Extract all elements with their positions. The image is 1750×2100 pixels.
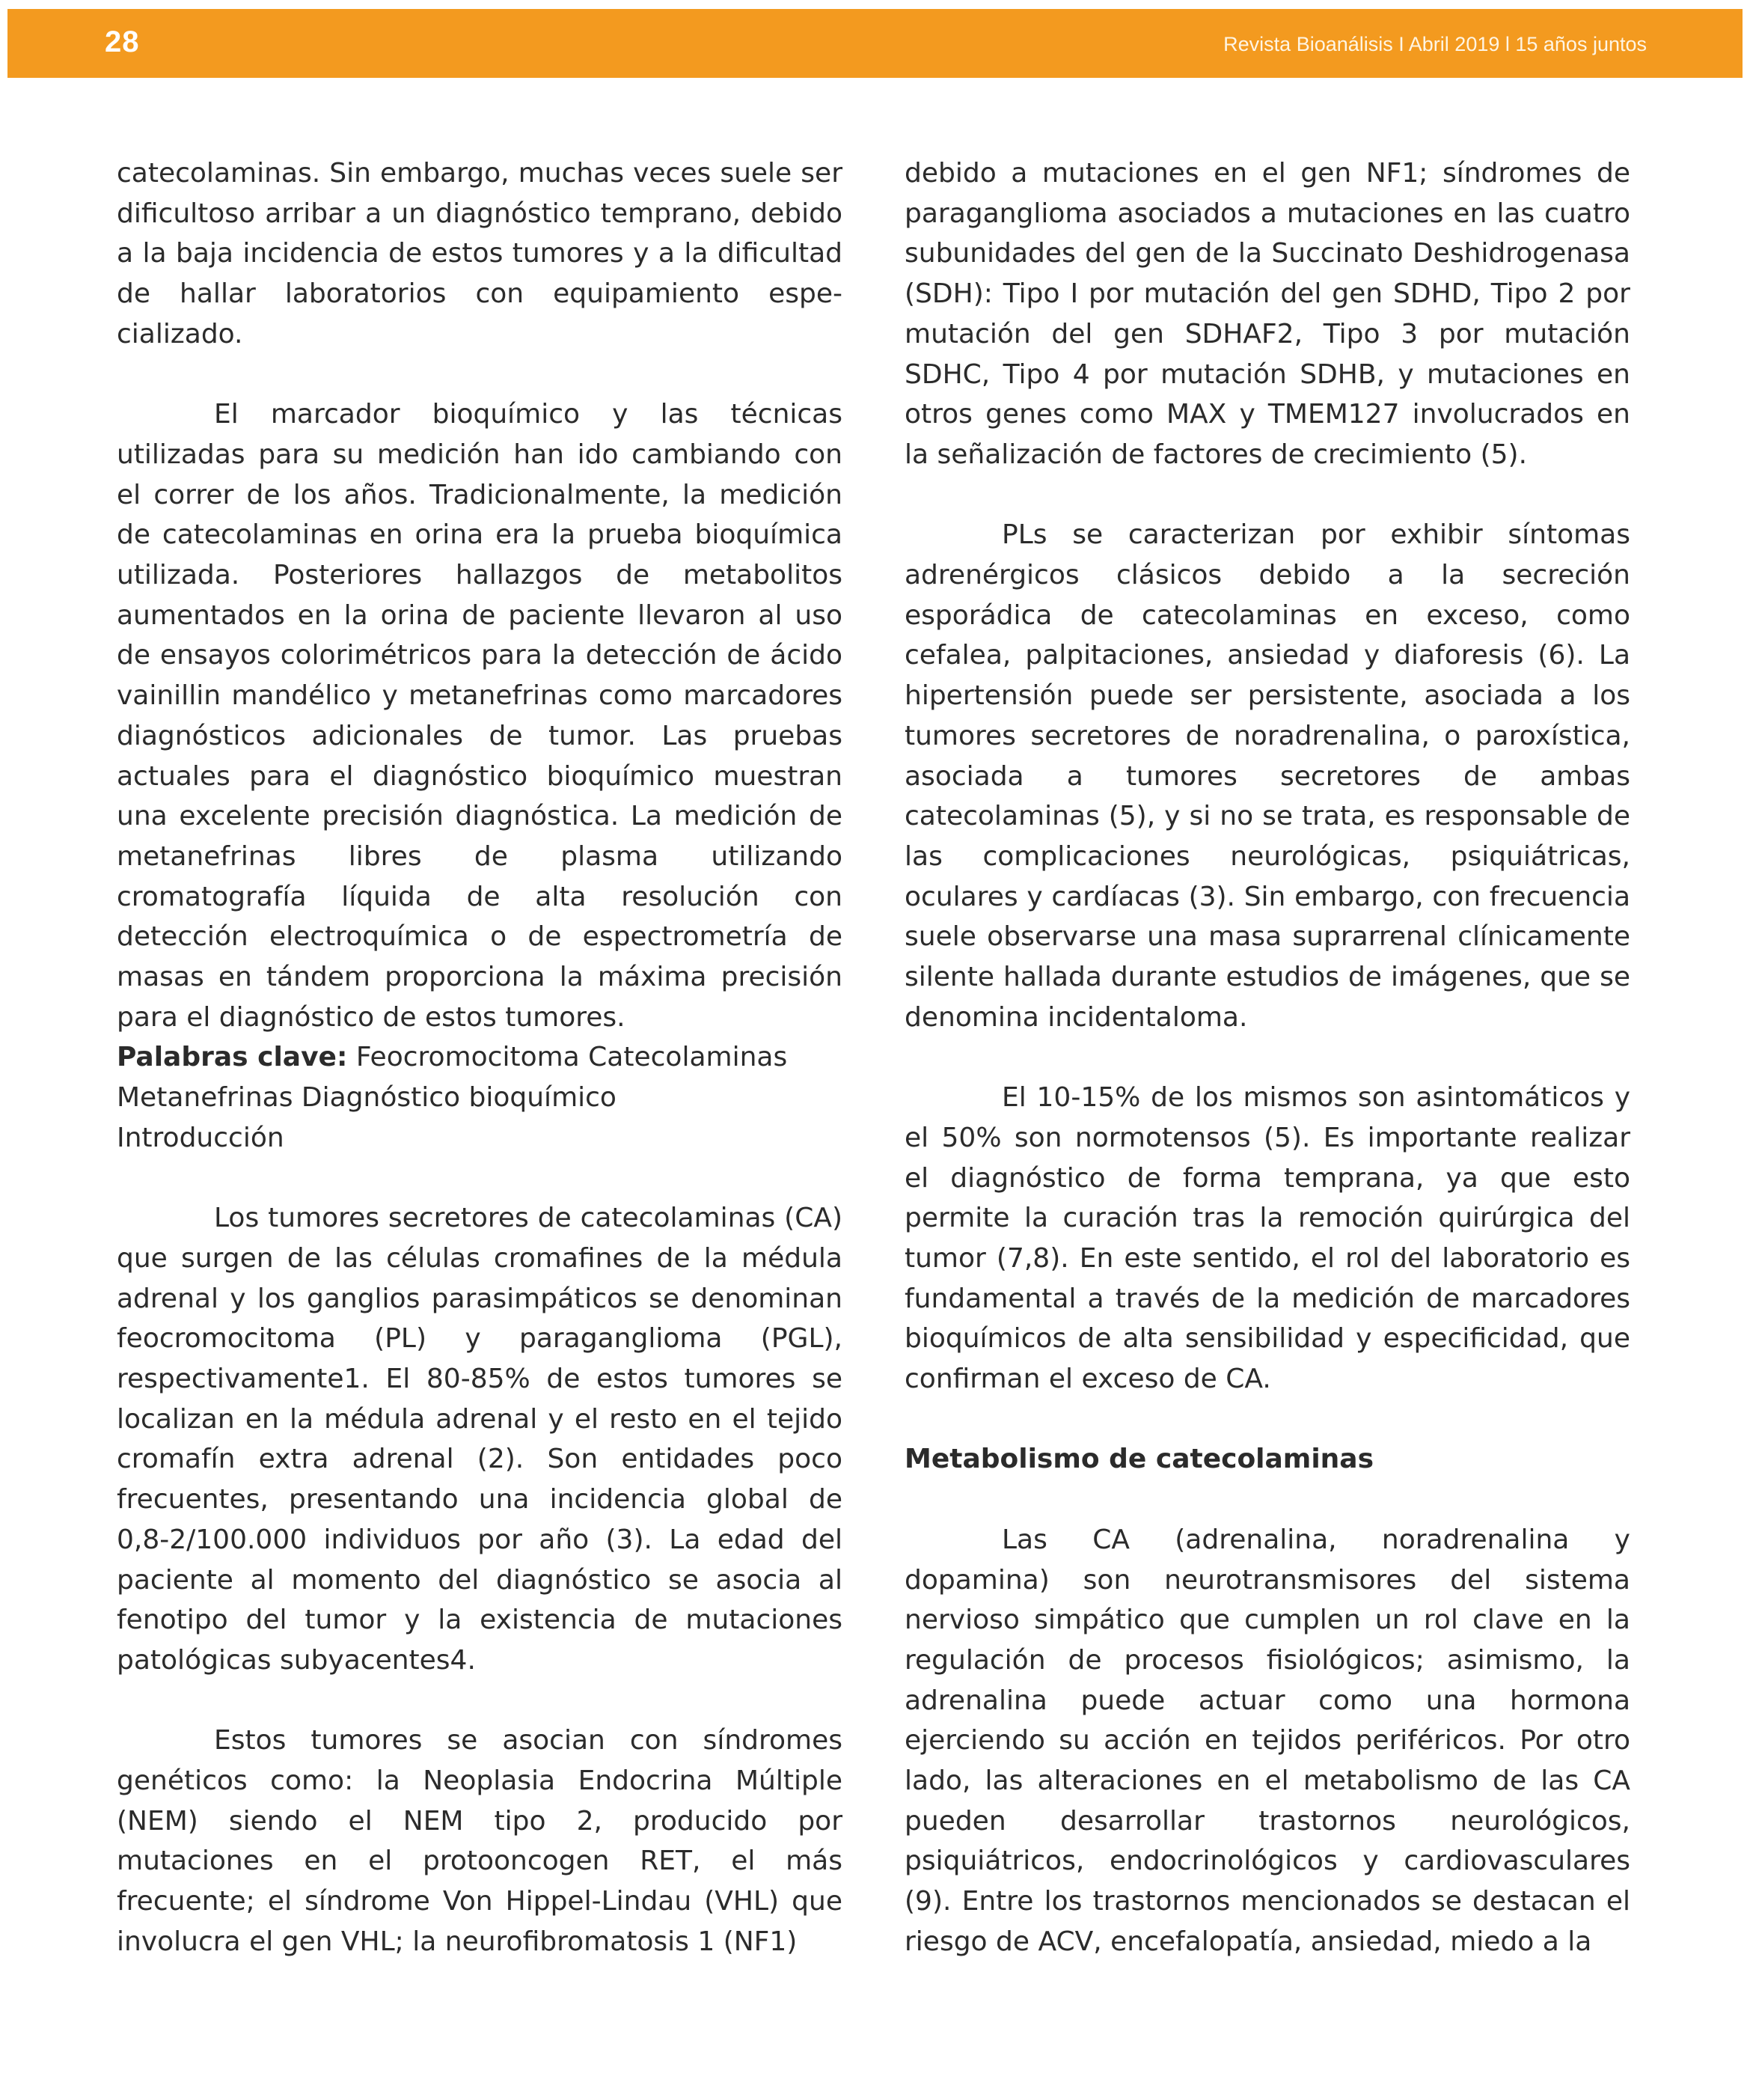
paragraph: El 10-15% de los mismos son asintomáticos y el 50% son normotensos (5). Es importante realizar el diagnóstico de forma temprana, ya que esto permite la curación tras la remoción quirúrgica del tumor (7,8). En este sentido, el rol del laboratorio es fundamental a través de la medición de marcadores bioquímicos de alta sensibilidad y especificidad, que confirman el exceso de CA. bbox=[905, 1082, 1630, 1395]
keywords-label: Palabras clave: bbox=[117, 1042, 348, 1073]
keywords bbox=[117, 1037, 842, 1117]
paragraph: PLs se caracterizan por exhibir síntomas adrenérgicos clásicos debido a la secreción esporádica de catecolaminas en exceso, como cefalea, palpitaciones, ansiedad y diaforesis (6). La hipertensión puede ser persistente, asociada a los tumores secretores de noradrenalina, o paroxística, asociada a tumores secretores de ambas catecolaminas (5), y si no se trata, es responsable de las complicaciones neurológicas, psiquiátricas, oculares y cardíacas (3). Sin embargo, con frecuencia suele observarse una masa suprarrenal clínicamente silente hallada durante estudios de imágenes, que se denomina incidentaloma. bbox=[905, 519, 1630, 1033]
section-heading-introduction: Introducción bbox=[117, 1122, 284, 1153]
paragraph: debido a mutaciones en el gen NF1; síndromes de paraganglioma asociados a mutaciones en las cuatro subunidades del gen de la Succinato Deshidrogenasa (SDH): Tipo I por mutación del gen SDHD, Tipo 2 por mutación del gen SDHAF2, Tipo 3 por mutación SDHC, Tipo 4 por mutación SDHB, y mutaciones en otros genes como MAX y TMEM127 involucrados en la señalización de factores de crecimiento (5). bbox=[905, 158, 1630, 470]
page-header bbox=[7, 9, 1743, 78]
left-column bbox=[117, 153, 842, 1962]
section-heading-metabolismo: Metabolismo de catecolaminas bbox=[905, 1444, 1374, 1475]
right-column bbox=[905, 153, 1630, 1962]
page-number: 28 bbox=[105, 25, 140, 58]
keywords-text: Feocromocitoma Catecolaminas Metanefrinas Diagnóstico bioquímico bbox=[117, 1042, 788, 1114]
paragraph: Los tumores secretores de catecolaminas (CA) que surgen de las células cromafines de la médula adrenal y los ganglios parasimpáticos se denominan feocromocitoma (PL) y paraganglioma (PGL), respectivamente1. El 80-85% de estos tumores se localizan en la médula adrenal y el resto en el tejido cromafín extra adrenal (2). Son entidades poco frecuentes, presentando una incidencia global de 0,8-2/100.000 individuos por año (3). La edad del paciente al momento del diagnóstico se asocia al fenotipo del tumor y la existencia de mutaciones patológicas subyacentes4. bbox=[117, 1203, 842, 1676]
paragraph: El marcador bioquímico y las técnicas utilizadas para su medición han ido cambiando con el correr de los años. Tradicionalmente, la medición de catecolaminas en orina era la prueba bioquímica utilizada. Posteriores hallazgos de metabolitos aumentados en la orina de paciente llevaron al uso de ensayos colorimétricos para la detección de ácido vainillin mandélico y metanefrinas como marcadores diagnósticos adicionales de tumor. Las pruebas actuales para el diagnóstico bioquímico muestran una excelente precisión diagnóstica. La medición de metanefrinas libres de plasma utilizando cromatografía líquida de alta resolución con detección electroquímica o de espectrometría de masas en tándem proporciona la máxima precisión para el diagnóstico de estos tumores. bbox=[117, 399, 842, 1033]
paragraph: Estos tumores se asocian con síndromes genéticos como: la Neoplasia Endocrina Múltiple (NEM) siendo el NEM tipo 2, producido por mutaciones en el protooncogen RET, el más frecuente; el síndrome Von Hippel-Lindau (VHL) que involucra el gen VHL; la neurofibromatosis 1 (NF1) bbox=[117, 1725, 842, 1957]
paragraph: Las CA (adrenalina, noradrenalina y dopamina) son neurotransmisores del sistema nervioso simpático que cumplen un rol clave en la regulación de procesos fisiológicos; asimismo, la adrenalina puede actuar como una hormona ejerciendo su acción en tejidos periféricos. Por otro lado, las alteraciones en el metabolismo de las CA pueden desarrollar trastornos neurológicos, psiquiátricos, endocrinológicos y cardiovasculares (9). Entre los trastornos mencionados se destacan el riesgo de ACV, encefalopatía, ansiedad, miedo a la bbox=[905, 1524, 1630, 1957]
journal-title: Revista Bioanálisis I Abril 2019 l 15 años juntos bbox=[1223, 33, 1647, 55]
paragraph: catecolaminas. Sin embargo, muchas veces suele ser dificultoso arribar a un diagnóstico temprano, debido a la baja incidencia de estos tumores y a la dificultad de hallar laboratorios con equipamiento espe-cializado. bbox=[117, 158, 842, 350]
